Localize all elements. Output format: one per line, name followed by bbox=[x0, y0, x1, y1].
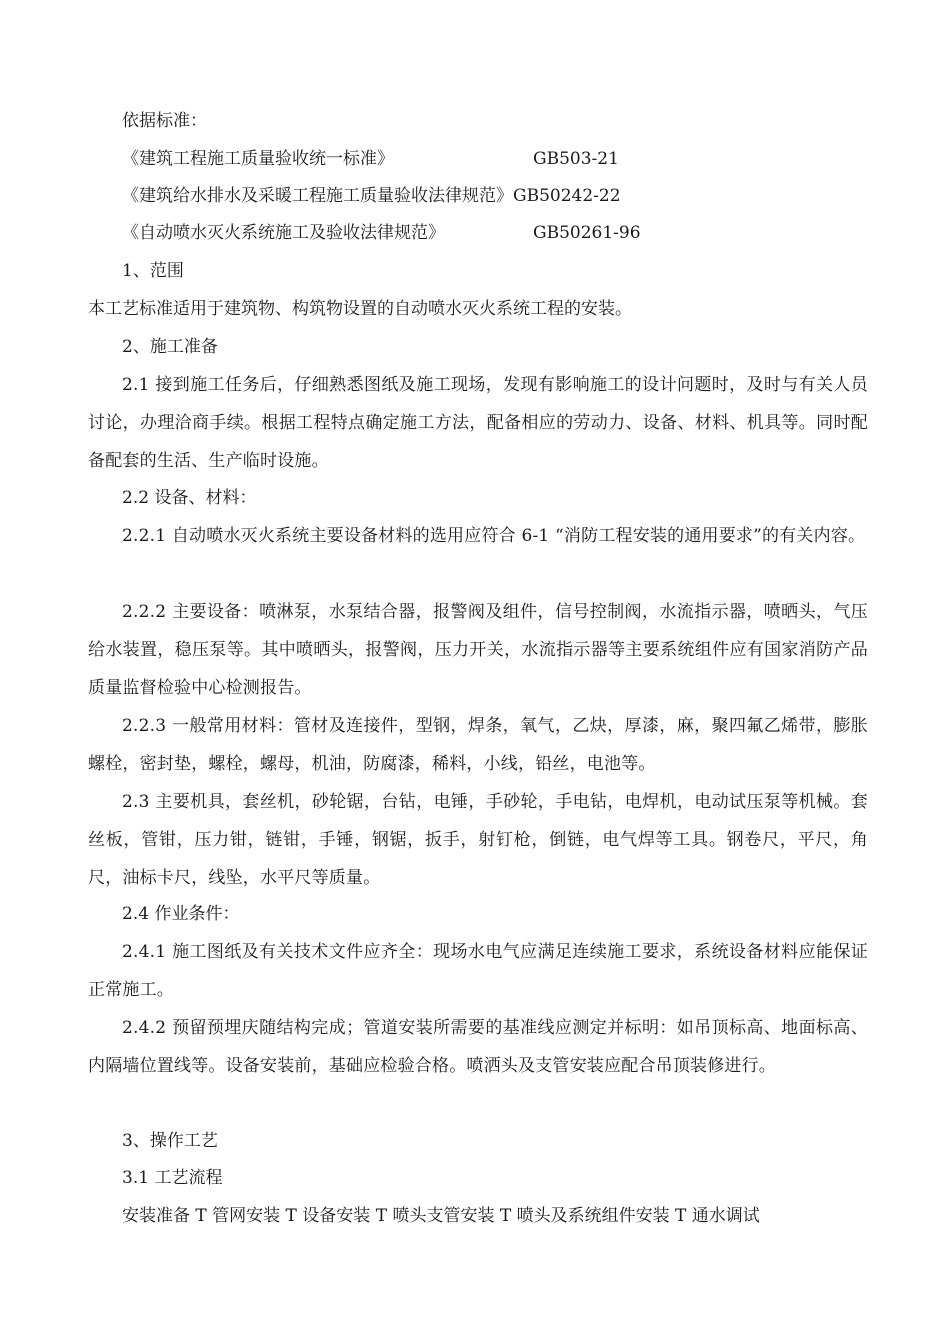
paragraph-2-2: 2.2 设备、材料： bbox=[122, 488, 257, 508]
standard-3-title: 《自动喷水灭火系统施工及验收法律规范》 bbox=[122, 223, 445, 243]
paragraph-2-2-2: 2.2.2 主要设备：喷淋泵，水泵结合器，报警阀及组件，信号控制阀，水流指示器，喷晒头，气压给水装置，稳压泵等。其中喷晒头，报警阀，压力开关，水流指示器等主要系统组件应有国家消防产品质量监督检验中心检测报告。 bbox=[88, 602, 868, 698]
process-flow: 安装准备 T 管网安装 T 设备安装 T 喷头支管安装 T 喷头及系统组件安装 T 通水调试 bbox=[122, 1206, 760, 1226]
section-3-heading: 3、操作工艺 bbox=[122, 1131, 218, 1151]
section-1-body: 本工艺标准适用于建筑物、构筑物设置的自动喷水灭火系统工程的安装。 bbox=[88, 299, 632, 319]
basis-label: 依据标准： bbox=[122, 111, 207, 131]
section-1-heading: 1、范围 bbox=[122, 261, 184, 281]
paragraph-2-4-2: 2.4.2 预留预埋庆随结构完成；管道安装所需要的基准线应测定并标明：如吊顶标高、地面标高、内隔墙位置线等。设备安装前，基础应检验合格。喷洒头及支管安装应配合吊顶装修进行。 bbox=[88, 1018, 868, 1076]
standard-1-title: 《建筑工程施工质量验收统一标准》 bbox=[122, 149, 394, 169]
section-2-heading: 2、施工准备 bbox=[122, 337, 218, 357]
paragraph-2-3: 2.3 主要机具，套丝机，砂轮锯，台钻，电锤，手砂轮，手电钻，电焊机，电动试压泵等机械。套丝板，管钳，压力钳，链钳，手锤，钢锯，扳手，射钉枪，倒链，电气焊等工具。钢卷尺，平尺，角尺，油标卡尺，线坠，水平尺等质量。 bbox=[88, 792, 868, 888]
standard-2-title: 《建筑给水排水及采暖工程施工质量验收法律规范》GB50242-22 bbox=[122, 186, 621, 206]
paragraph-3-1: 3.1 工艺流程 bbox=[122, 1168, 223, 1188]
paragraph-2-4-1: 2.4.1 施工图纸及有关技术文件应齐全：现场水电气应满足连续施工要求，系统设备材料应能保证正常施工。 bbox=[88, 942, 868, 1000]
paragraph-2-1: 2.1 接到施工任务后，仔细熟悉图纸及施工现场，发现有影响施工的设计问题时，及时与有关人员讨论，办理洽商手续。根据工程特点确定施工方法，配备相应的劳动力、设备、材料、机具等。同时配备配套的生活、生产临时设施。 bbox=[88, 375, 868, 471]
paragraph-2-4: 2.4 作业条件： bbox=[122, 904, 240, 924]
standard-1-code: GB503-21 bbox=[533, 149, 619, 169]
standard-3-code: GB50261-96 bbox=[533, 223, 641, 243]
paragraph-2-2-3: 2.2.3 一般常用材料：管材及连接件，型钢，焊条，氧气，乙炔，厚漆，麻，聚四氟乙烯带，膨胀螺栓，密封垫，螺栓，螺母，机油，防腐漆，稀料，小线，铅丝，电池等。 bbox=[88, 716, 868, 774]
paragraph-2-2-1: 2.2.1 自动喷水灭火系统主要设备材料的选用应符合 6-1 “消防工程安装的通用要求”的有关内容。 bbox=[122, 526, 866, 546]
